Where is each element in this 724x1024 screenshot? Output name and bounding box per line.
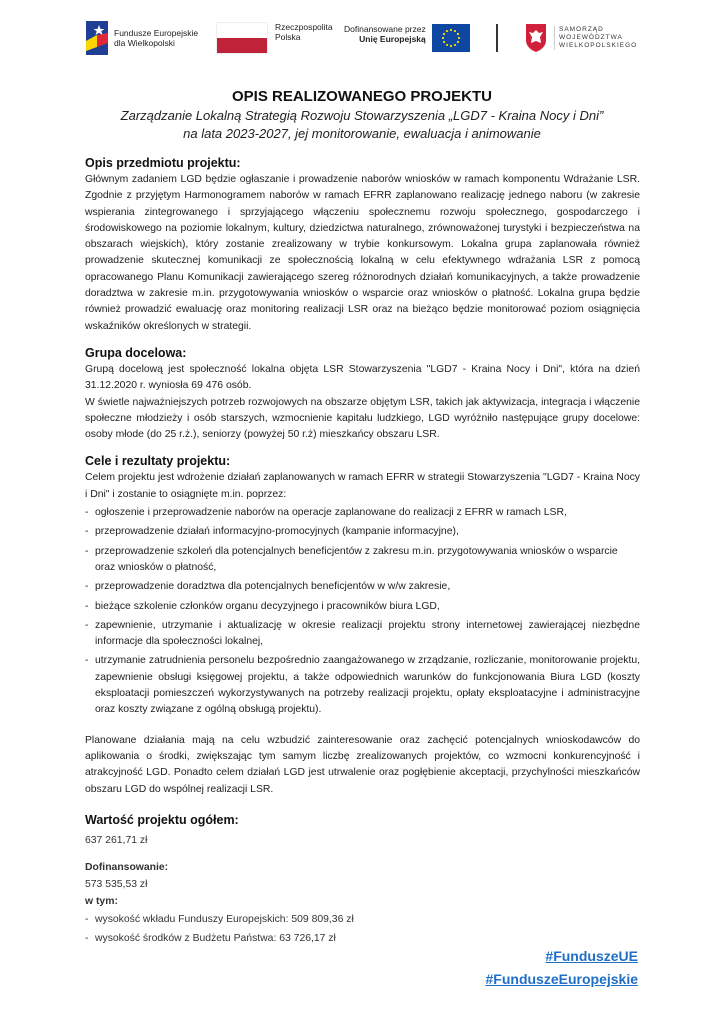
goals-list: [85, 505, 640, 719]
section-paragraph: Grupą docelową jest społeczność lokalna objęta LSR Stowarzyszenia "LGD7 - Kraina Nocy i Dni", która na dzień 31.12.2020 r. wyniosła 69 476 osób.: [85, 363, 640, 392]
cofinancing-value: 573 535,53 zł: [85, 878, 148, 890]
fe-star-icon: [86, 21, 108, 55]
total-value: 637 261,71 zł: [85, 834, 148, 846]
hashtags: [486, 945, 638, 991]
hashtag-link[interactable]: #FunduszeUE: [545, 948, 638, 964]
fe-wielkopolska-logo: [86, 18, 198, 58]
list-item: - przeprowadzenie szkoleń dla potencjalnych beneficjentów z zakresu m.in. przygotowywania wniosków o wsparcie oraz wniosków o płatność,: [85, 544, 640, 577]
list-item: - ogłoszenie i przeprowadzenie naborów na operacje zaplanowane do realizacji z EFRR w ramach LSR,: [85, 505, 640, 521]
funding-breakdown: [85, 910, 640, 948]
page-subtitle: [0, 107, 724, 143]
eu-star-icon: [446, 30, 448, 32]
eu-star-icon: [442, 37, 444, 39]
eu-star-icon: [446, 44, 448, 46]
eu-star-icon: [454, 30, 456, 32]
subtitle-line1: Zarządzanie Lokalną Strategią Rozwoju Stowarzyszenia „LGD7 - Kraina Nocy i Dni”: [120, 108, 604, 123]
section-paragraph: Planowane działania mają na celu wzbudzić zainteresowanie oraz zachęcić potencjalnych wnioskodawców do aplikowania o środki, zwiększając tym samym liczbę zrealizowanych projektów, co wzmocni konkurencyjność i atrakcyjność LGD. Ponadto celem działań LGD jest utrwalenie oraz pogłębienie akceptacji, przychylności mieszkańców obszaru LGD do wspólnej realizacji LSR.: [85, 734, 640, 795]
rp-logo: [216, 18, 333, 58]
eu-star-icon: [454, 44, 456, 46]
fe-line2: dla Wielkopolski: [114, 38, 175, 48]
wielkopolska-logo-text: [554, 26, 637, 50]
list-item: - przeprowadzenie doradztwa dla potencjalnych beneficjentów w w/w zakresie,: [85, 579, 640, 595]
section-wartosc: [85, 812, 640, 948]
section-heading: Cele i rezultaty projektu:: [85, 454, 231, 469]
section-paragraph: W świetle najważniejszych potrzeb rozwojowych na obszarze objętym LSR, takich jak aktywizacja, integracja i włączenie społeczne młodzieży i osób starszych, wzmocnienie kapitału ludzkiego, LGD wyróżniło następujące grupy docelowe: osoby młode (do 25 r.ż.), seniorzy (powyżej 50 r.ż) mieszkańcy obszaru LSR.: [85, 396, 640, 441]
eu-logo-text: [344, 24, 426, 44]
wl-line3: WIELKOPOLSKIEGO: [559, 42, 638, 49]
poland-flag-icon: [216, 22, 268, 54]
section-paragraph: Celem projektu jest wdrożenie działań zaplanowanych w ramach EFRR w strategii Stowarzyszenia "LGD7 - Kraina Nocy i Dni" i zostanie to osiągnięte m.in. poprzez:: [85, 472, 640, 500]
list-item: - wysokość wkładu Funduszy Europejskich: 509 809,36 zł: [85, 910, 640, 929]
eu-star-icon: [450, 45, 452, 47]
section-heading: Wartość projektu ogółem:: [85, 812, 239, 827]
eu-line1: Dofinansowane przez: [344, 24, 426, 34]
list-item: - bieżące szkolenie członków organu decyzyjnego i pracowników biura LGD,: [85, 599, 640, 615]
eu-star-icon: [443, 41, 445, 43]
eu-logo: [344, 18, 470, 58]
section-paragraph: Głównym zadaniem LGD będzie ogłaszanie i prowadzenie naborów wniosków w ramach komponentu Wdrażanie LSR. Zgodnie z przyjętym Harmonogramem naborów w ramach EFRR zaplanowano realizację jednego naboru (w zakresie wspierania zintegrowanego i sprzyjającego włączeniu społecznemu rozwoju społecznego, gospodarczego i środowiskowego na poziomie lokalnym, kultury, dziedzictwa naturalnego, zrównoważonej turystyki i bezpieczeństwa na obszarach wiejskich), który zostanie zrealizowany w trybie konkursowym. Lokalna grupa zaplanowała również prowadzenie skutecznej komunikacji ze społecznością lokalną w celu efektywnego wdrażania LSR z pomocą opracowanego Planu Komunikacji zawierającego szereg różnorodnych działań komunikacyjnych, a także prowadzenie doradztwa w zakresie m.in. przygotowywania wniosków o wsparcie oraz wniosków o płatność. Lokalna grupa będzie również prowadzić ewaluację oraz monitoring realizacji LSR oraz na bieżąco będzie monitorować poziom osiągnięcia wskaźników określonych w strategii.: [85, 174, 640, 332]
eu-flag-icon: [432, 24, 470, 52]
section-opis: [85, 155, 640, 335]
wl-line1: SAMORZĄD: [559, 26, 604, 33]
list-item: - wysokość środków z Budżetu Państwa: 63 726,17 zł: [85, 929, 640, 948]
section-heading: Grupa docelowa:: [85, 345, 187, 360]
eu-star-icon: [458, 37, 460, 39]
fe-logo-text: [114, 28, 198, 48]
hashtag-link[interactable]: #FunduszeEuropejskie: [485, 971, 638, 987]
rp-line1: Rzeczpospolita: [275, 22, 333, 32]
list-item: - utrzymanie zatrudnienia personelu bezpośrednio zaangażowanego w zrządzanie, rozliczanie, monitorowanie projektu, zapewnienie obsługi księgowej projektu, a także odpowiednich warunków do funkcjonowania Biura LGD (koszty eksploatacji pomieszczeń wykorzystywanych na potrzeby realizacji projektu, opłaty eksploatacyjne i administracyjne oraz koszty związane z ogólną obsługą projektu).: [85, 653, 640, 718]
eagle-crest-icon: [526, 24, 546, 52]
eu-star-icon: [443, 33, 445, 35]
rp-logo-text: [275, 22, 333, 42]
eu-line2: Unię Europejską: [359, 34, 426, 44]
cofinancing-label: Dofinansowanie:: [85, 861, 169, 873]
including-label: w tym:: [85, 895, 118, 907]
subtitle-line2: na lata 2023-2027, jej monitorowanie, ewaluacja i animowanie: [183, 126, 541, 141]
page-title: OPIS REALIZOWANEGO PROJEKTU: [231, 88, 493, 105]
wielkopolska-logo: [526, 18, 637, 58]
eu-star-icon: [457, 33, 459, 35]
list-item: - zapewnienie, utrzymanie i aktualizację w okresie realizacji projektu strony internetowej zawierającej niezbędne informacje dla społeczności lokalnej,: [85, 618, 640, 651]
eu-star-icon: [457, 41, 459, 43]
fe-line1: Fundusze Europejskie: [114, 28, 199, 38]
logo-bar: [86, 18, 658, 58]
wl-line2: WOJEWÓDZTWA: [559, 34, 623, 41]
logo-divider: [496, 24, 498, 52]
eu-star-icon: [450, 29, 452, 31]
section-heading: Opis przedmiotu projektu:: [85, 156, 241, 170]
list-item: - przeprowadzenie działań informacyjno-promocyjnych (kampanie informacyjne),: [85, 524, 640, 540]
section-grupa: [85, 345, 640, 443]
rp-line2: Polska: [275, 32, 301, 42]
document-body: [85, 155, 640, 958]
section-cele: [85, 453, 640, 797]
